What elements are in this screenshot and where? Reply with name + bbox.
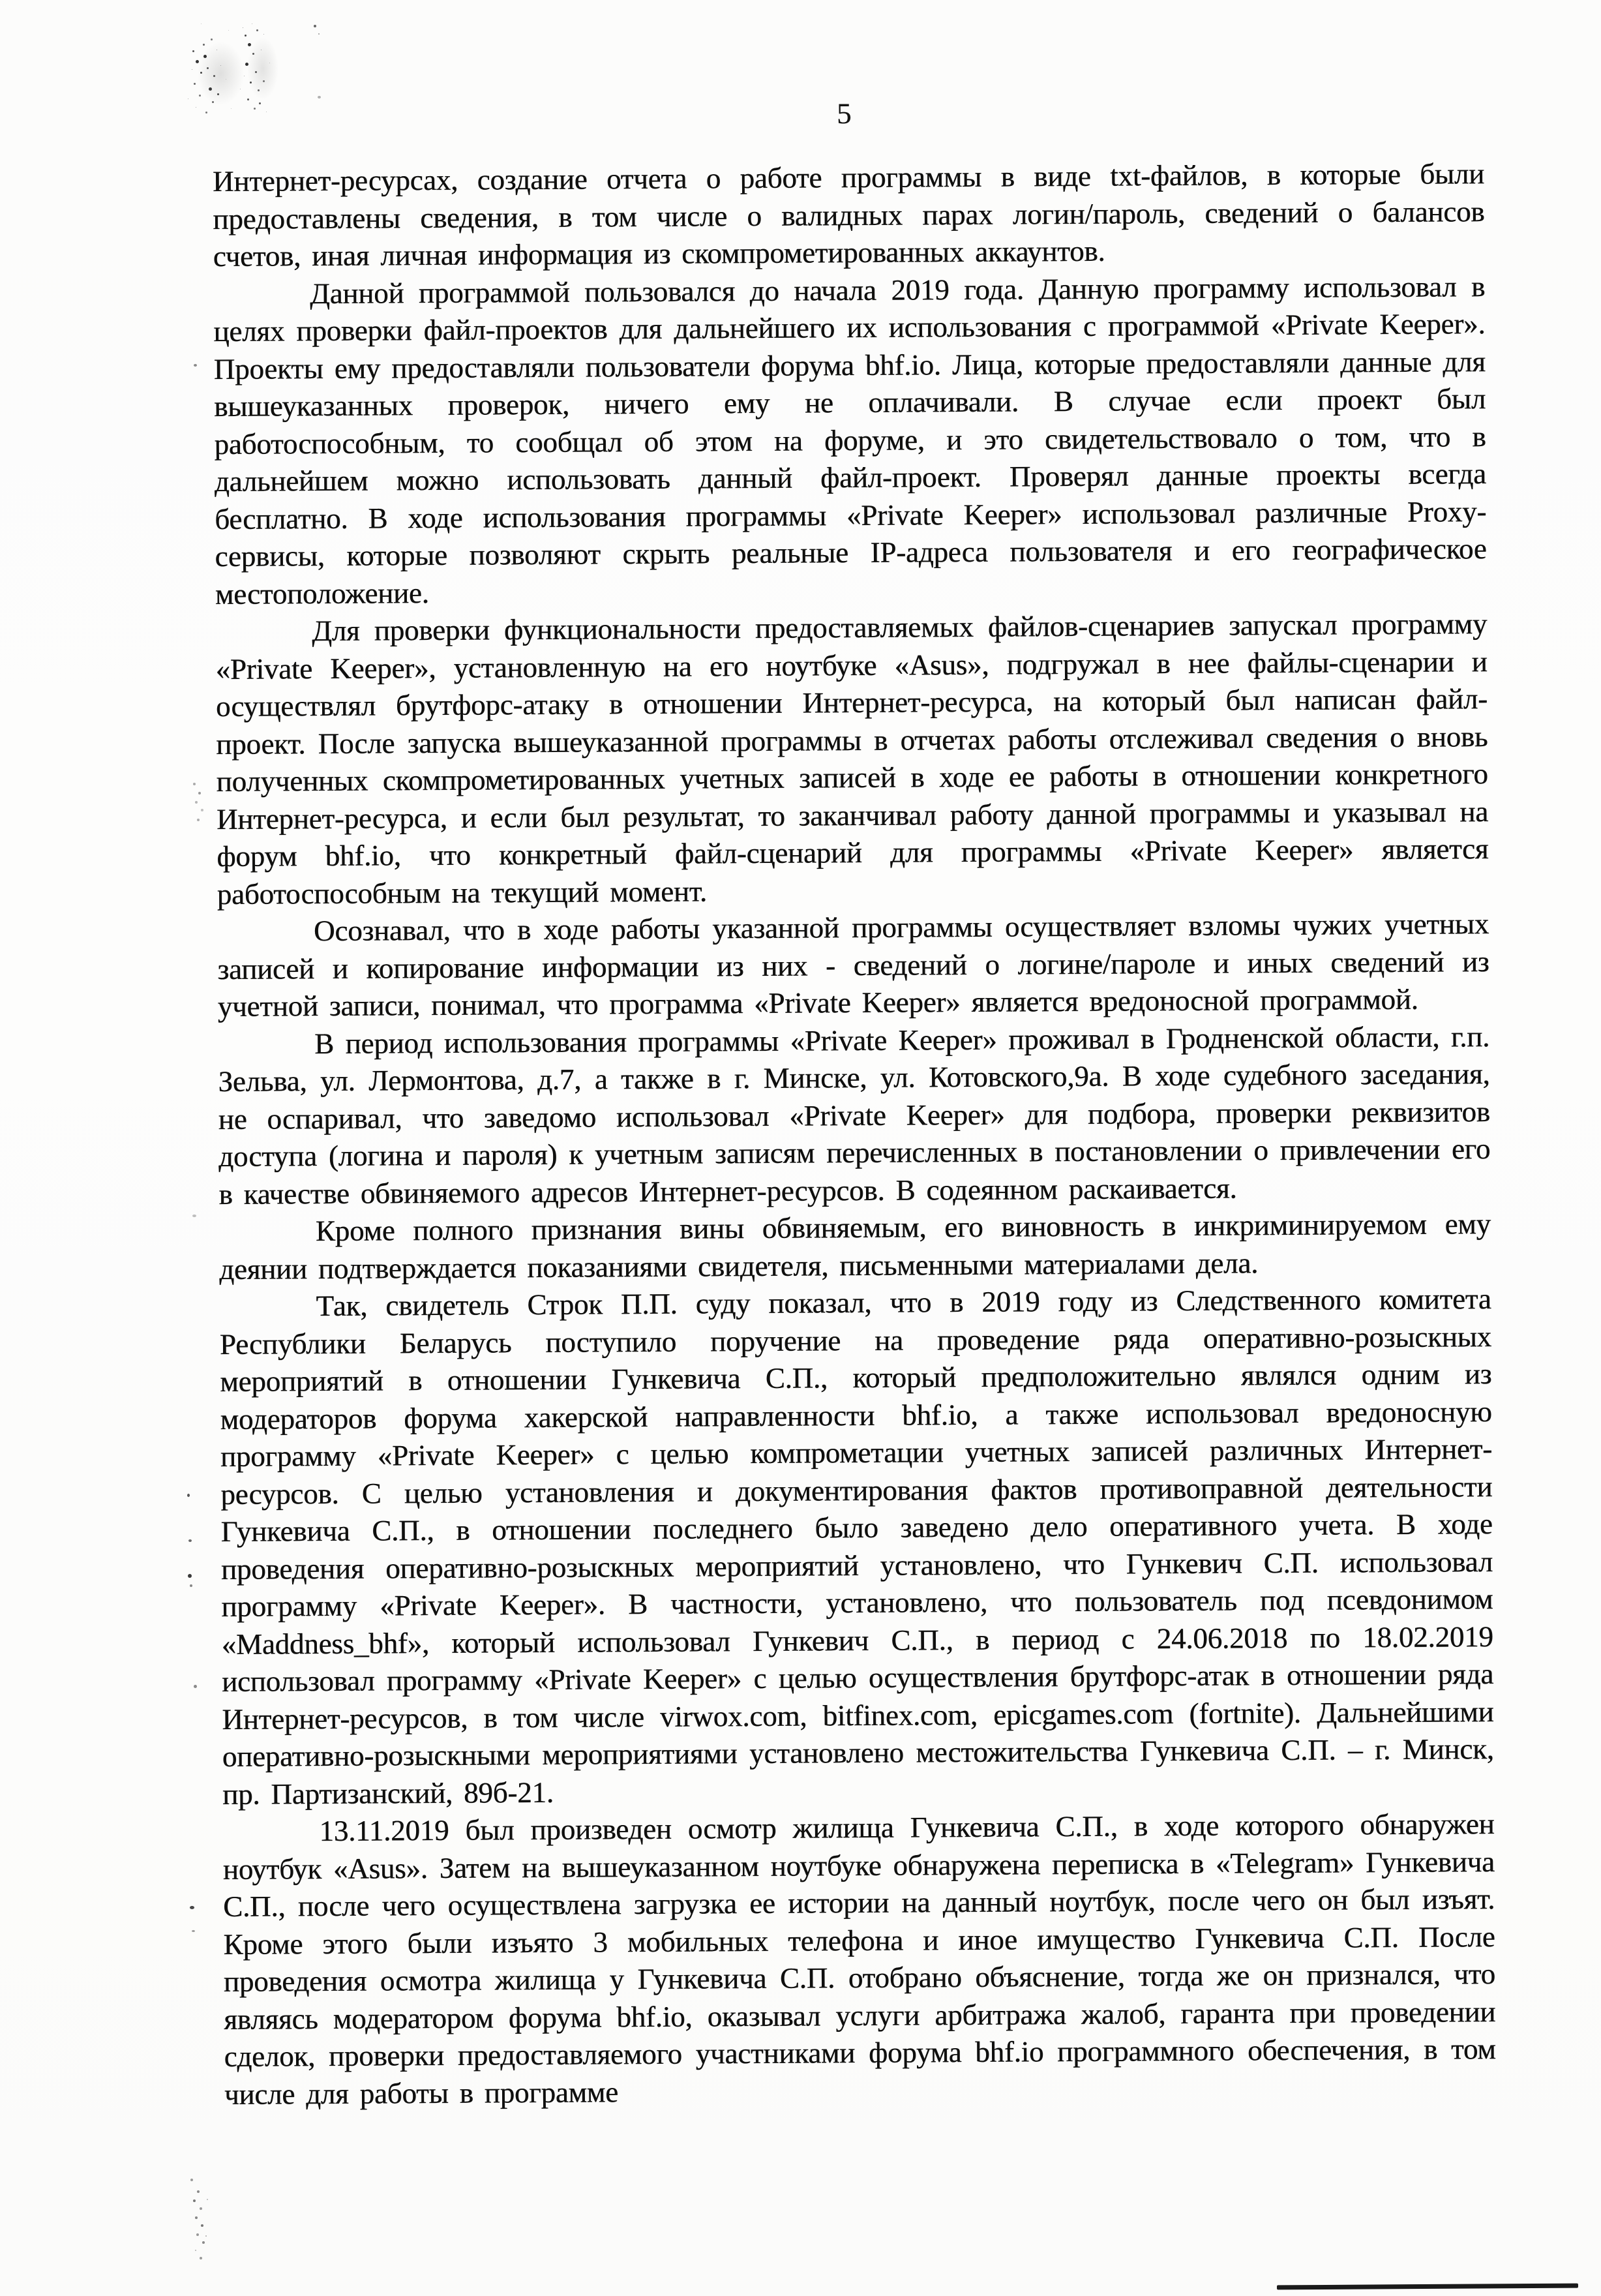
paragraph-4: Осознавал, что в ходе работы указанной программы осуществляет взломы чужих учетных записей и копирование информации из них - сведений о логине/пароле и иных сведений из учетной записи, понимал, что программа «Private Keeper» является вредоносной программой. [217,907,1489,1023]
paragraph-2: Данной программой пользовался до начала 2019 года. Данную программу использовал в целях проверки файл-проектов для дальнейшего их использования с программой «Private Keeper». Проекты ему предоставляли пользователи форума bhf.io. Лица, которые предоставляли данные для вышеуказанных проверок, ничего ему не оплачивали. В случае если проект был работоспособным, то сообщал об этом на форуме, и это свидетельствовало о том, что в дальнейшем можно использовать данный файл-проект. Проверял данные проекты всегда бесплатно. В ходе использования программы «Private Keeper» использовал различные Proxy-сервисы, которые позволяют скрыть реальные IP-адреса пользователя и его географическое местоположение. [213,269,1487,611]
paragraph-3: Для проверки функциональности предоставляемых файлов-сценариев запускал программу «Private Keeper», установленную на его ноутбуке «Asus», подгружал в нее файлы-сценарии и осуществлял брутфорс-атаку в отношении Интернет-ресурса, на который был написан файл-проект. После запуска вышеуказанной программы в отчетах работы отслеживал сведения о вновь полученных скомпрометированных учетных записей в ходе ее работы в отношении конкретного Интернет-ресурса, и если был результат, то заканчивал работу данной программы и указывал на форум bhf.io, что конкретный файл-сценарий для программы «Private Keeper» является работоспособным на текущий момент. [215,607,1489,911]
scan-speck [190,1906,194,1909]
scan-edge-line [1277,2284,1578,2290]
scan-speck [187,1494,190,1497]
scan-speck [194,1685,197,1688]
scan-speck [314,25,316,27]
page-number: 5 [836,97,852,130]
scan-speck [188,1574,192,1578]
scan-speck [188,1539,192,1542]
scan-speck [190,2179,193,2181]
paragraph-1: Интернет-ресурсах, создание отчета о работе программы в виде txt-файлов, в которые были предоставлены сведения, в том числе о валидных парах логин/пароль, сведений о балансов счетов, иная личная информация из скомпрометированных аккаунтов. [212,157,1485,273]
scan-speck [194,364,197,367]
paragraph-6: Кроме полного признания вины обвиняемым, его виновность в инкриминируемом ему деянии подтверждается показаниями свидетеля, письменными материалами дела. [219,1207,1491,1286]
paragraph-8: 13.11.2019 был произведен осмотр жилища Гункевича С.П., в ходе которого обнаружен ноутбук «Asus». Затем на вышеуказанном ноутбуке обнаружена переписка в «Telegram» Гункевича С.П., после чего осуществлена загрузка ее истории на данный ноутбук, после чего он был изъят. Кроме этого были изъято 3 мобильных телефона и иное имущество Гункевича С.П. После проведения осмотра жилища у Гункевича С.П. отобрано объяснение, тогда же он признался, что являясь модератором форума bhf.io, оказывал услуги арбитража жалоб, гаранта при проведении сделок, проверки предоставляемого участниками форума bhf.io программного обеспечения, в том числе для работы в программе [222,1807,1496,2111]
scan-smudge [187,9,284,133]
scan-speck [318,96,321,98]
document-text [213,155,1496,2113]
paragraph-5: В период использования программы «Private Keeper» проживал в Гродненской области, г.п. Зельва, ул. Лермонтова, д.7, а также в г. Минске, ул. Котовского,9а. В ходе судебного заседания, не оспаривал, что заведомо использовал «Private Keeper» для подбора, проверки реквизитов доступа (логина и пароля) к учетным записям перечисленных в постановлении о привлечении его в качестве обвиняемого адресов Интернет-ресурсов. В содеянном раскаивается. [218,1020,1491,1211]
scan-speck [192,1215,196,1217]
scan-speck [193,783,196,785]
paragraph-7: Так, свидетель Строк П.П. суду показал, что в 2019 году из Следственного комитета Республики Беларусь поступило поручение на проведение ряда оперативно-розыскных мероприятий в отношении Гункевича С.П., который предположительно являлся одним из модераторов форума хакерской направленности bhf.io, а также использовал вредоносную программу «Private Keeper» с целью компрометации учетных записей различных Интернет-ресурсов. С целью установления и документирования фактов противоправной деятельности Гункевича С.П., в отношении последнего было заведено дело оперативного учета. В ходе проведения оперативно-розыскных мероприятий установлено, что Гункевич С.П. использовал программу «Private Keeper». В частности, установлено, что пользователь под псевдонимом «Maddness_bhf», который использовал Гункевич С.П., в период с 24.06.2018 по 18.02.2019 использовал программу «Private Keeper» с целью осуществления брутфорс-атак в отношении ряда Интернет-ресурсов, в том числе virwox.com, bitfinex.com, epicgames.com (fortnite). Дальнейшими оперативно-розыскными мероприятиями установлено местожительства Гункевича С.П. – г. Минск, пр. Партизанский, 89б-21. [219,1282,1494,1811]
